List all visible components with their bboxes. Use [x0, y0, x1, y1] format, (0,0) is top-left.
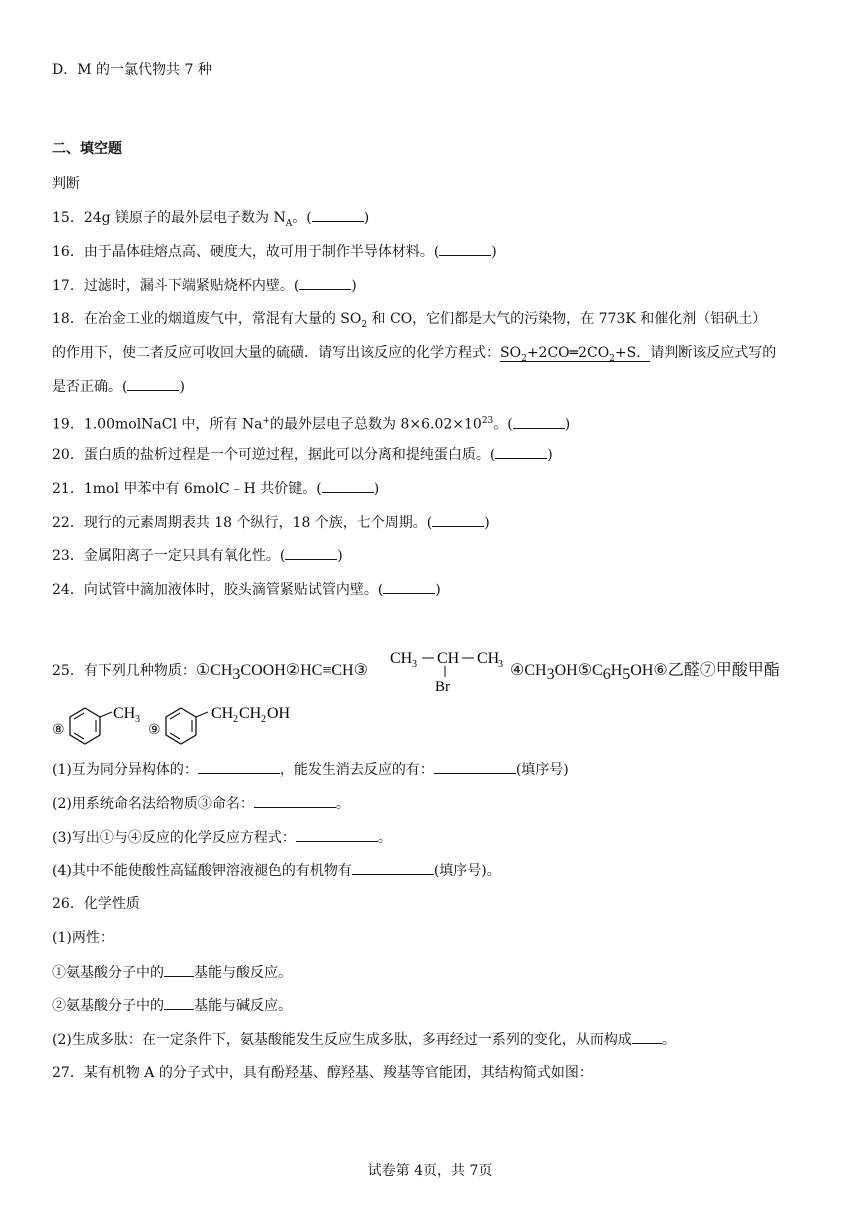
question-25-1: (1)互为同分异构体的： ，能发生消去反应的有： (填序号)	[52, 759, 569, 780]
bromine: Br	[435, 679, 450, 695]
answer-blank[interactable]	[352, 860, 434, 875]
label-9: ⑨	[148, 722, 161, 738]
question-15: 15．24g 镁原子的最外层电子数为 $N_A$。( )	[52, 207, 369, 234]
answer-blank[interactable]	[127, 376, 179, 391]
question-23: 23．金属阳离子一定只具有氧化性。( )	[52, 545, 343, 566]
question-26-2: (2)生成多肽：在一定条件下，氨基酸能发生反应生成多肽，多再经过一系列的变化，从而构成 。	[52, 1029, 676, 1050]
question-26-1b: ②氨基酸分子中的 基能与碱反应。	[52, 995, 292, 1016]
question-24: 24．向试管中滴加液体时，胶头滴管紧贴试管内壁。( )	[52, 579, 441, 600]
ch-center: CH	[437, 650, 460, 667]
answer-blank[interactable]	[164, 995, 194, 1010]
answer-blank[interactable]	[434, 759, 516, 774]
svg-text:CH: CH	[239, 705, 262, 722]
answer-blank[interactable]	[495, 444, 547, 459]
answer-blank[interactable]	[198, 759, 280, 774]
question-22: 22．现行的元素周期表共 18 个纵行，18 个族，七个周期。( )	[52, 512, 490, 533]
structure-3-bromopropane	[384, 645, 504, 695]
answer-blank[interactable]	[312, 207, 364, 222]
answer-blank[interactable]	[254, 793, 336, 808]
question-26-1a: ①氨基酸分子中的 基能与酸反应。	[52, 962, 292, 983]
question-25-4: (4)其中不能使酸性高锰酸钾溶液褪色的有机物有 (填序号)。	[52, 860, 501, 881]
question-25-2: (2)用系统命名法给物质③命名： 。	[52, 793, 350, 814]
svg-text:2: 2	[261, 714, 266, 725]
answer-blank[interactable]	[513, 414, 565, 429]
question-25-3: (3)写出①与④反应的化学反应方程式： 。	[52, 827, 392, 848]
answer-blank[interactable]	[299, 275, 351, 290]
question-16: 16．由于晶体硅熔点高、硬度大，故可用于制作半导体材料。( )	[52, 241, 497, 262]
structure-9-phenylethanol	[164, 700, 324, 750]
svg-text:OH: OH	[267, 705, 291, 722]
answer-blank[interactable]	[632, 1029, 662, 1044]
answer-blank[interactable]	[296, 827, 378, 842]
question-25-substances-cont: $④CH_3OH⑤C_6H_5OH⑥$乙醛⑦甲酸甲酯	[510, 662, 780, 683]
question-26-1: (1)两性：	[52, 930, 114, 946]
subsection-label: 判断	[52, 176, 80, 192]
answer-blank[interactable]	[439, 241, 491, 256]
ch3-right: CH	[477, 650, 500, 667]
equation: $SO_2+2CO═2CO_2+S$．	[500, 345, 651, 364]
question-26: 26．化学性质	[52, 896, 140, 912]
label-8: ⑧	[52, 722, 65, 738]
answer-blank[interactable]	[322, 478, 374, 493]
triple-bond-icon: ≡	[322, 662, 332, 679]
answer-blank[interactable]	[383, 579, 435, 594]
structure-8-toluene	[68, 700, 158, 750]
svg-text:3: 3	[412, 659, 417, 670]
answer-blank[interactable]	[285, 545, 337, 560]
svg-text:3: 3	[498, 659, 503, 670]
question-25-substances: 25．有下列几种物质：$①CH_3COOH②HC\equiv CH③$	[52, 662, 368, 683]
question-17: 17．过滤时，漏斗下端紧贴烧杯内壁。( )	[52, 275, 357, 296]
section-title: 二、填空题	[52, 141, 122, 157]
page-footer: 试卷第 4页，共 7页	[367, 1163, 493, 1179]
question-18-line1: 18．在冶金工业的烟道废气中，常混有大量的 $SO_2$ 和 CO，它们都是大气的污染物，在 773K 和催化剂（铝矾土）	[52, 311, 767, 330]
ch3-left: CH	[390, 650, 413, 667]
question-27: 27．某有机物 A 的分子式中，具有酚羟基、醇羟基、羧基等官能团，其结构简式如图：	[52, 1065, 593, 1081]
ethanol-group: CH	[211, 705, 234, 722]
question-18-line2: 的作用下，使二者反应可收回大量的硫磺．请写出该反应的化学方程式：$SO_2+2CO═2CO_2+S$．请判断该反应式写的	[52, 345, 777, 364]
svg-text:3: 3	[135, 714, 140, 725]
methyl-group: CH	[113, 705, 136, 722]
question-20: 20．蛋白质的盐析过程是一个可逆过程，据此可以分离和提纯蛋白质。( )	[52, 444, 553, 465]
svg-text:2: 2	[233, 714, 238, 725]
question-19: 19．1.00molNaCl 中，所有 Na+的最外层电子总数为 $8\times 6.02\times 10^{23}$。( )	[52, 411, 570, 435]
answer-blank[interactable]	[164, 962, 194, 977]
question-18-line3: 是否正确。( )	[52, 376, 185, 397]
question-21: 21．1mol 甲苯中有 6molC﹣H 共价键。( )	[52, 478, 379, 499]
answer-blank[interactable]	[432, 512, 484, 527]
option-d: D．M 的一氯代物共 7 种	[52, 62, 212, 78]
